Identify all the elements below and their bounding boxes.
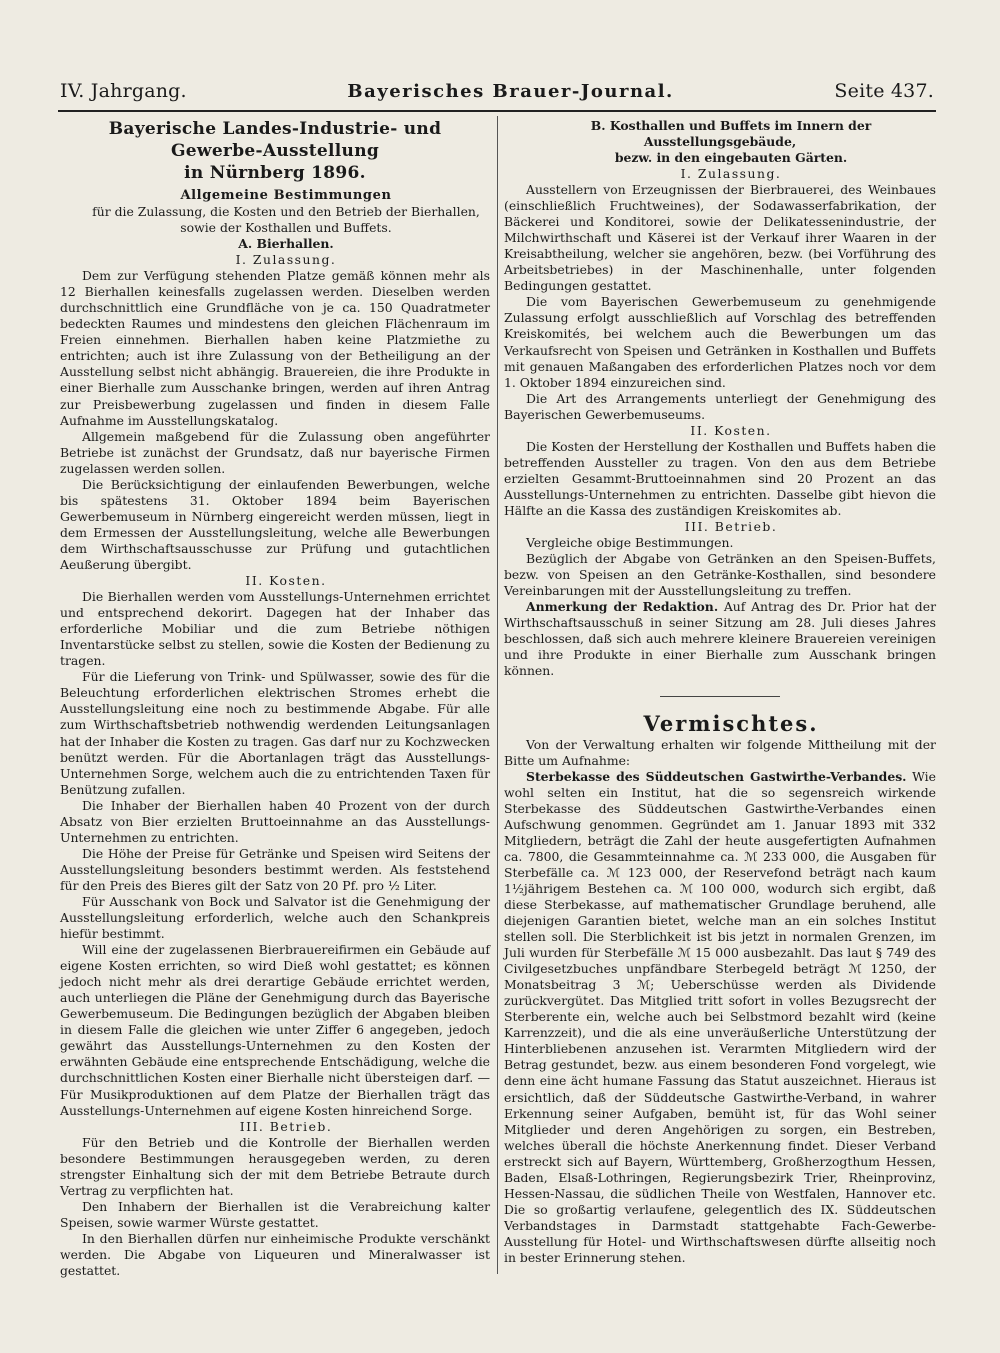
left-column [60, 118, 490, 1279]
section-separator [660, 696, 780, 697]
article-title-line-2: in Nürnberg 1896. [184, 163, 366, 183]
paragraph: Bezüglich der Abgabe von Getränken an den Speisen-Buffets, bezw. von Speisen an den Getränke-Kosthallen, sind besondere Vereinbarungen mit der Ausstellungsleitung zu treffen. [504, 551, 936, 599]
paragraph: Will eine der zugelassenen Bierbrauereifirmen ein Gebäude auf eigene Kosten errichten, so wird Dieß wohl gestattet; es können jedoch nicht mehr als drei derartige Gebäude errichtet werden, auch unterliegen die Pläne der Genehmigung durch das Bayerische Gewerbemuseum. Die Bedingungen bezüglich der Abgaben bleiben in diesem Falle die gleichen wie unter Ziffer 6 angegeben, jedoch gewährt das Ausstellungs-Unternehmen zu den Kosten der erwähnten Gebäude eine entsprechende Entschädigung, welche die durchschnittlichen Kosten einer Bierhalle nicht übersteigen darf. — Für Musikproduktionen auf dem Platze der Bierhallen trägt das Ausstellungs-Unternehmen auf eigene Kosten hinreichend Sorge. [60, 942, 490, 1118]
article-subtitle: Allgemeine Bestimmungen [180, 188, 392, 203]
paragraph: In den Bierhallen dürfen nur einheimische Produkte verschänkt werden. Die Abgabe von Liqueuren und Mineralwasser ist gestattet. [60, 1230, 490, 1279]
subsection-heading: III. Betrieb. [684, 519, 778, 535]
intro-line-2: sowie der Kosthallen und Buffets. [180, 220, 392, 236]
misc-heading: Vermischtes. [643, 710, 819, 736]
section-heading-b-line-2: bezw. in den eingebauten Gärten. [614, 150, 848, 165]
paragraph: Dem zur Verfügung stehenden Platze gemäß können mehr als 12 Bierhallen keinesfalls zugelassen werden. Dieselben werden durchschnittlich eine Grundfläche von je ca. 150 Quadratmeter bedeckten Raumes und mindestens den gleichen Flächenraum im Freien einnehmen. Bierhallen haben keine Platzmiethe zu entrichten; auch ist ihre Zulassung von der Betheiligung an der Ausstellung selbst nicht abhängig. Brauereien, die ihre Produkte in einer Bierhalle zum Ausschanke bringen, werden auf ihren Antrag zur Preisbewerbung zugelassen und finden in diesem Falle Aufnahme im Ausstellungskatalog. [60, 268, 490, 428]
article-title [60, 118, 490, 184]
volume-label: IV. Jahrgang. [60, 80, 187, 102]
paragraph: Allgemein maßgebend für die Zulassung oben angeführter Betriebe ist zunächst der Grundsatz, daß nur bayerische Firmen zugelassen werden sollen. [60, 428, 490, 476]
subsection-heading: III. Betrieb. [239, 1118, 333, 1134]
article-title-line-1: Bayerische Landes-Industrie- und Gewerbe-Ausstellung [108, 119, 442, 161]
intro-line-1: für die Zulassung, die Kosten und den Betrieb der Bierhallen, [92, 204, 480, 219]
editor-note-label: Anmerkung der Redaktion. [526, 599, 719, 615]
paragraph: Die Bierhallen werden vom Ausstellungs-Unternehmen errichtet und entsprechend dekorirt. Dagegen hat der Inhaber das erforderliche Mobiliar und die zum Betriebe nöthigen Inventarstücke selbst zu stellen, sowie die Kosten der Bedienung zu tragen. [60, 589, 490, 669]
column-divider [497, 116, 498, 1274]
header-rule [58, 110, 936, 112]
journal-title: Bayerisches Brauer-Journal. [347, 81, 674, 102]
paragraph: Für die Lieferung von Trink- und Spülwasser, sowie des für die Beleuchtung erforderlichen elektrischen Stromes erhebt die Ausstellungsleitung eine noch zu bestimmende Abgabe. Für alle zum Wirthschaftsbetrieb nothwendig werdenden Leitungsanlagen hat der Inhaber die Kosten zu tragen. Gas darf nur zu Kochzwecken benützt werden. Für die Abortanlagen trägt das Ausstellungs-Unternehmen Sorge, welchem auch die zu entrichtenden Taxen für Benützung zufallen. [60, 669, 490, 797]
paragraph: Die vom Bayerischen Gewerbemuseum zu genehmigende Zulassung erfolgt ausschließlich auf Vorschlag des betreffenden Kreiskomités, bei welchem auch die Bewerbungen um das Verkaufsrecht von Speisen und Getränken in Kosthallen und Buffets mit genauen Maßangaben des erforderlichen Platzes noch vor dem 1. Oktober 1894 einzureichen sind. [504, 294, 936, 390]
subsection-heading: I. Zulassung. [235, 252, 337, 268]
paragraph: Die Kosten der Herstellung der Kosthallen und Buffets haben die betreffenden Aussteller zu tragen. Von den aus dem Betriebe erzielten Gesammt-Bruttoeinnahmen sind 20 Prozent an das Ausstellungs-Unternehmen zu entrichten. Dasselbe gibt hievon die Hälfte an die Kassa des zuständigen Kreiskomites ab. [504, 438, 936, 518]
paragraph [504, 769, 936, 1266]
paragraph: Die Inhaber der Bierhallen haben 40 Prozent von der durch Absatz von Bier erzielten Bruttoeinnahme an das Ausstellungs-Unternehmen zu entrichten. [60, 797, 490, 845]
section-heading-b-line-1: B. Kosthallen und Buffets im Innern der Ausstellungsgebäude, [590, 118, 872, 149]
editor-note [504, 599, 936, 679]
right-column [504, 118, 936, 1266]
paragraph: Ausstellern von Erzeugnissen der Bierbrauerei, des Weinbaues (einschließlich Fruchtweines), der Sodawasserfabrikation, der Bäckerei und Konditorei, sowie der Delikatessenindustrie, der Milchwirthschaft und Käserei ist der Verkauf ihrer Waaren in der Kreisabtheilung, welcher sie angehören, bezw. (bei Vorführung des Arbeitsbetriebes) in der Maschinenhalle, unter folgenden Bedingungen gestattet. [504, 182, 936, 294]
page-number: Seite 437. [834, 80, 934, 102]
subsection-heading: II. Kosten. [690, 422, 772, 438]
runin-label: Sterbekasse des Süddeutschen Gastwirthe-Verbandes. [526, 768, 907, 784]
running-head [60, 80, 934, 102]
paragraph: Von der Verwaltung erhalten wir folgende Mittheilung mit der Bitte um Aufnahme: [504, 736, 936, 768]
section-heading-a: A. Bierhallen. [238, 236, 334, 252]
subsection-heading: I. Zulassung. [680, 166, 782, 181]
paragraph-text: Wie wohl selten ein Institut, hat die so segensreich wirkende Sterbekasse des Süddeutschen Gastwirthe-Verbandes einen Aufschwung genommen. Gegründet am 1. Januar 1893 mit 332 Mitgliedern, beträgt die Zahl der heute ausgefertigten Aufnahmen ca. 7800, die Gesammteinnahme ca. ℳ 233 000, die Ausgaben für Sterbefälle ca. ℳ 123 000, der Reservefond beträgt nach kaum 1½jährigem Bestehen ca. ℳ 100 000, wodurch sich ergibt, daß diese Sterbekasse, auf mathematischer Grundlage beruhend, alle diejenigen Garantien bietet, welche man an ein solches Institut stellen soll. Die Sterblichkeit ist bis jetzt in normalen Grenzen, im Juli wurden für Sterbefälle ℳ 15 000 ausbezahlt. Das laut § 749 des Civilgesetzbuches unpfändbare Sterbegeld beträgt ℳ 1250, der Monatsbeitrag 3 ℳ; Ueberschüsse werden als Dividende zurückvergütet. Das Mitglied tritt sofort in volles Bezugsrecht der Sterberente ein, welche auch bei Selbstmord bezahlt wird (keine Karrenzzeit), und die als eine unveräußerliche Unterstützung der Hinterbliebenen anzusehen ist. Verarmten Mitgliedern wird der Betrag gestundet, bezw. aus einem besonderen Fond vorgelegt, wie denn eine ächt humane Fassung das Statut auszeichnet. Hieraus ist ersichtlich, daß der Süddeutsche Gastwirthe-Verband, in wahrer Erkennung seiner Aufgaben, bemüht ist, für das Wohl seiner Mitglieder und deren Angehörigen zu sorgen, ein Bestreben, welches überall die höchste Anerkennung findet. Dieser Verband erstreckt sich auf Bayern, Württemberg, Großherzogthum Hessen, Baden, Elsaß-Lothringen, Regierungsbezirk Trier, Rheinprovinz, Hessen-Nassau, die südlichen Theile von Westfalen, Hannover etc. Die so großartig verlaufene, gelegentlich des IX. Süddeutschen Verbandstages in Darmstadt stattgehabte Fach-Gewerbe-Ausstellung für Hotel- und Wirthschaftswesen dürfte allseitig noch in bester Erinnerung stehen. [504, 768, 936, 1265]
paragraph: Für Ausschank von Bock und Salvator ist die Genehmigung der Ausstellungsleitung erforderlich, welche auch den Schankpreis hiefür bestimmt. [60, 893, 490, 942]
editor-note-text: Auf Antrag des Dr. Prior hat der Wirthschaftsausschuß in seiner Sitzung am 28. Juli dieses Jahres beschlossen, daß sich auch mehrere kleinere Brauereien vereinigen und ihre Produkte in einer Bierhalle zum Ausschank bringen können. [504, 599, 936, 679]
paragraph: Den Inhabern der Bierhallen ist die Verabreichung kalter Speisen, sowie warmer Würste gestattet. [60, 1198, 490, 1230]
paragraph: Die Berücksichtigung der einlaufenden Bewerbungen, welche bis spätestens 31. Oktober 1894 beim Bayerischen Gewerbemuseum in Nürnberg eingereicht werden müssen, liegt in dem Ermessen der Ausstellungsleitung, welche alle Bewerbungen dem Wirthschaftsausschusse zur Prüfung und gutachtlichen Aeußerung übergibt. [60, 476, 490, 572]
paragraph: Für den Betrieb und die Kontrolle der Bierhallen werden besondere Bestimmungen herausgegeben werden, zu deren strengster Einhaltung sich der mit dem Betriebe Betraute durch Vertrag zu verpflichten hat. [60, 1134, 490, 1198]
subsection-heading: II. Kosten. [245, 573, 327, 589]
paragraph: Die Art des Arrangements unterliegt der Genehmigung des Bayerischen Gewerbemuseums. [504, 390, 936, 422]
paragraph: Die Höhe der Preise für Getränke und Speisen wird Seitens der Ausstellungsleitung besonders bestimmt werden. Als feststehend für den Preis des Bieres gilt der Satz von 20 Pf. pro ½ Liter. [60, 845, 490, 893]
paragraph: Vergleiche obige Bestimmungen. [526, 535, 734, 551]
